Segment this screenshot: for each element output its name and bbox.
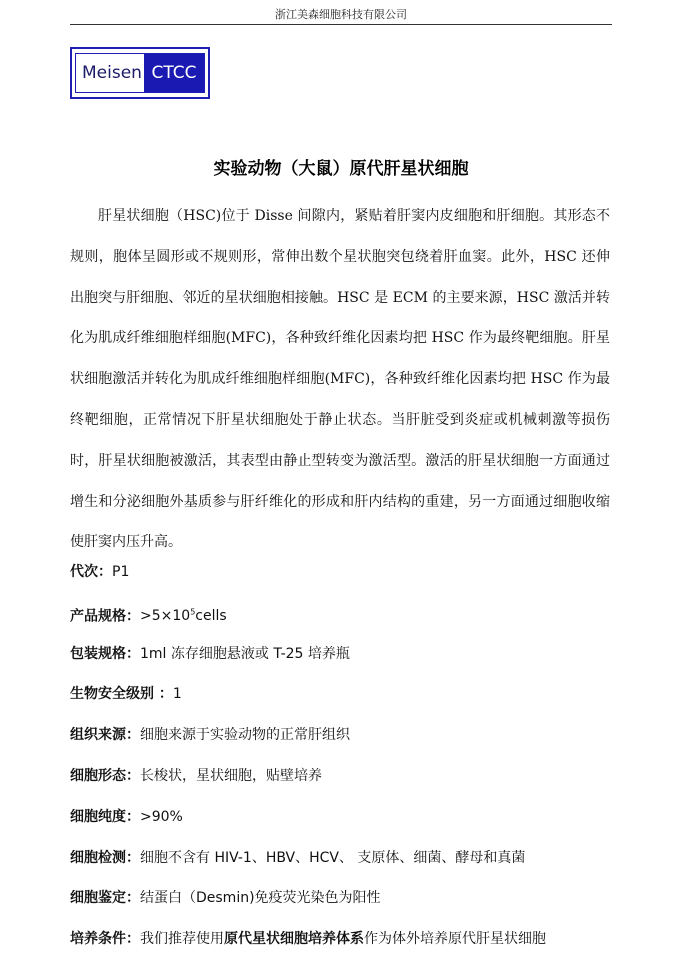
logo-text-meisen: Meisen	[82, 63, 142, 83]
culture-value-post: 作为体外培养原代肝星状细胞	[364, 931, 546, 948]
culture-value-pre: 我们推荐使用	[140, 931, 224, 948]
field-label: 产品规格：	[70, 608, 140, 625]
field-value	[140, 608, 227, 624]
company-logo	[70, 47, 210, 99]
field-value: 1	[172, 686, 182, 703]
field-label: 细胞检测：	[70, 849, 140, 866]
spec-value-exponent: 5	[190, 607, 196, 617]
field-label: 包装规格：	[70, 645, 140, 662]
field-label: 组织来源：	[70, 727, 140, 744]
field-morphology	[70, 764, 610, 805]
intro-paragraph: 肝星状细胞（HSC)位于 Disse 间隙内，紧贴着肝窦内皮细胞和肝细胞。其形态不规则，胞体呈圆形或不规则形，常伸出数个星状胞突包绕着肝血窦。此外，HSC 还伸出胞突与肝细胞、邻近的星状细胞相接触。HSC 是 ECM 的主要来源，HSC 激活并转化为肌成纤维细胞样细胞(MFC)，各种致纤维化因素均把 HSC 作为最终靶细胞。肝星状细胞激活并转化为肌成纤维细胞样细胞(MFC)，各种致纤维化因素均把 HSC 作为最终靶细胞，正常情况下肝星状细胞处于静止状态。当肝脏受到炎症或机械刺激等损伤时，肝星状细胞被激活，其表型由静止型转变为激活型。激活的肝星状细胞一方面通过增生和分泌细胞外基质参与肝纤维化的形成和肝内结构的重建，另一方面通过细胞收缩使肝窦内压升高。	[70, 208, 610, 551]
field-value	[140, 931, 546, 947]
document-title: 实验动物（大鼠）原代肝星状细胞	[213, 159, 469, 179]
field-package	[70, 642, 610, 683]
field-value: 细胞来源于实验动物的正常肝组织	[140, 727, 350, 744]
field-value: 细胞不含有 HIV-1、HBV、HCV、 支原体、细菌、酵母和真菌	[140, 849, 526, 866]
header-divider	[70, 24, 612, 25]
field-label: 生物安全级别 ：	[70, 686, 173, 703]
spec-value-pre: >5×10	[140, 608, 191, 625]
field-value: 1ml 冻存细胞悬液或 T-25 培养瓶	[140, 645, 350, 662]
field-value: >90%	[140, 808, 183, 825]
field-testing	[70, 846, 610, 887]
page-header: 浙江美森细胞科技有限公司	[275, 8, 407, 21]
field-label: 细胞鉴定：	[70, 890, 140, 907]
field-passage	[70, 560, 610, 601]
field-label: 细胞纯度：	[70, 808, 140, 825]
field-label: 细胞形态：	[70, 767, 140, 784]
field-label: 培养条件：	[70, 931, 140, 948]
field-culture	[70, 927, 610, 968]
culture-value-highlight: 原代星状细胞培养体系	[224, 931, 364, 948]
logo-text-ctcc: CTCC	[144, 54, 204, 92]
product-fields	[70, 560, 610, 968]
field-spec	[70, 601, 610, 642]
field-value: 结蛋白（Desmin)免疫荧光染色为阳性	[140, 890, 381, 907]
field-value: P1	[112, 564, 130, 580]
field-label: 代次：	[70, 564, 112, 580]
field-purity	[70, 805, 610, 846]
spec-value-unit: cells	[195, 608, 227, 625]
field-source	[70, 723, 610, 764]
field-value: 长梭状，星状细胞，贴壁培养	[140, 767, 322, 784]
field-identification	[70, 886, 610, 927]
field-biosafety	[70, 682, 610, 723]
